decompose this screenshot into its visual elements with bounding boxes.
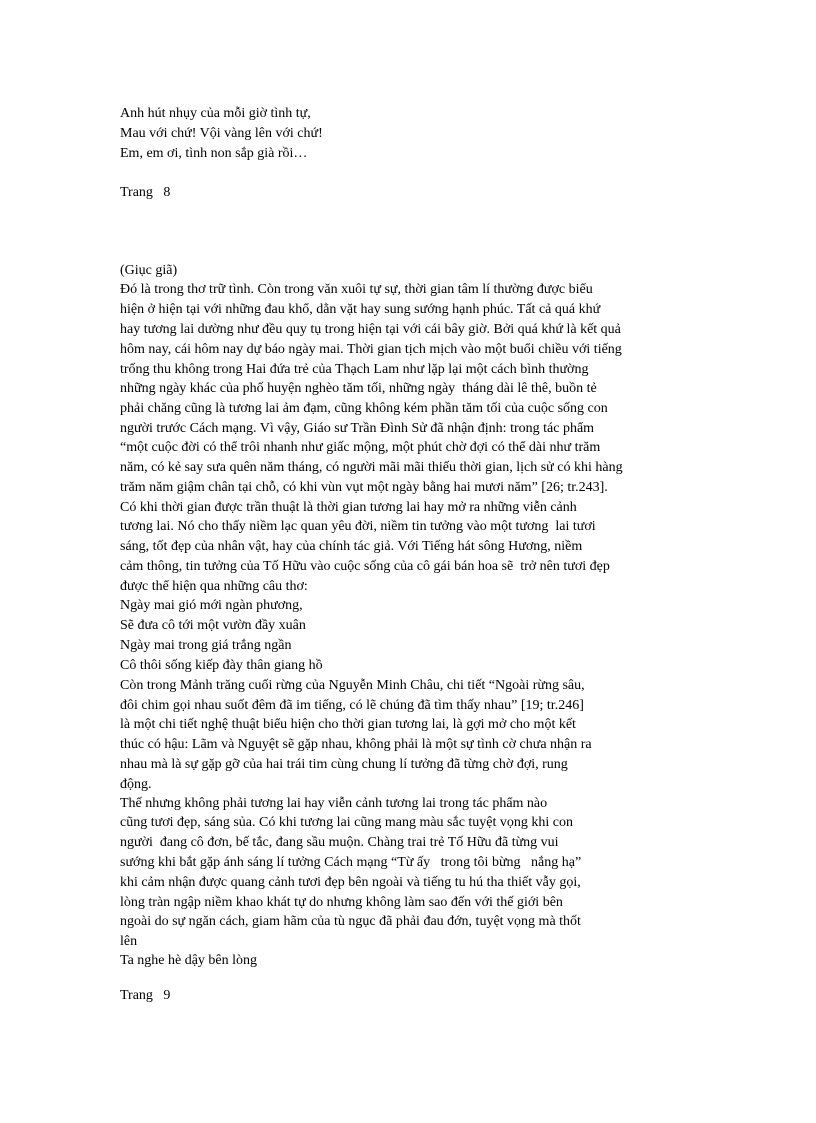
body-line: hiện ở hiện tại với những đau khổ, dằn vặt hay sung sướng hạnh phúc. Tất cả quá khứ [120,302,601,317]
body-line: ngoài do sự ngăn cách, giam hãm của tù ngục đã phải đau đớn, tuyệt vọng mà thốt [120,914,581,929]
body-line: người đang cô đơn, bế tắc, đang sầu muộn. Chàng trai trẻ Tố Hữu đã từng vui [120,835,559,850]
body-line: Ta nghe hè dậy bên lòng [120,953,258,968]
body-line: cảm thông, tin tưởng của Tố Hữu vào cuộc sống của cô gái bán hoa sẽ trở nên tươi đẹp [120,559,610,574]
poem-line: Mau với chứ! Vội vàng lên với chứ! [120,126,323,141]
body-line: hôm nay, cái hôm nay dự báo ngày mai. Thời gian tịch mịch vào một buổi chiều với tiếng [120,342,622,357]
body-line: Đó là trong thơ trữ tình. Còn trong văn xuôi tự sự, thời gian tâm lí thường được biểu [120,282,593,297]
body-line: đôi chim gọi nhau suốt đêm đã im tiếng, có lẽ chúng đã tìm thấy nhau” [19; tr.246] [120,698,584,713]
body-line: Sẽ đưa cô tới một vườn đầy xuân [120,618,306,633]
page-number: Trang 9 [120,988,171,1003]
page-number: Trang 8 [120,185,171,200]
body-line: phải chăng cũng là tương lai ảm đạm, cũng không kém phần tăm tối của cuộc sống con [120,401,608,416]
body-line: Còn trong Mảnh trăng cuối rừng của Nguyễn Minh Châu, chi tiết “Ngoài rừng sâu, [120,678,585,693]
body-line: Thế nhưng không phải tương lai hay viễn cảnh tương lai trong tác phẩm nào [120,796,548,811]
body-line: trống thu không trong Hai đứa trẻ của Thạch Lam như lặp lại một cách bình thường [120,362,589,377]
poem-line: Em, em ơi, tình non sắp già rồi… [120,146,308,161]
body-line: khi cảm nhận được quang cảnh tươi đẹp bên ngoài và tiếng tu hú tha thiết vẫy gọi, [120,875,581,890]
body-line: sướng khi bắt gặp ánh sáng lí tưởng Cách mạng “Từ ấy trong tôi bừng nắng hạ” [120,855,582,870]
body-line: người trước Cách mạng. Vì vậy, Giáo sư Trần Đình Sử đã nhận định: trong tác phẩm [120,421,595,436]
body-line: lên [120,934,138,949]
body-line: nhau mà là sự gặp gỡ của hai trái tim cùng chung lí tưởng đã từng chờ đợi, rung [120,757,568,772]
body-line: những ngày khác của phố huyện nghèo tăm tối, những ngày tháng dài lê thê, buồn tẻ [120,381,597,396]
body-line: Có khi thời gian được trần thuật là thời gian tương lai hay mở ra những viễn cảnh [120,500,577,515]
body-line: được thể hiện qua những câu thơ: [120,579,308,594]
body-line: thúc có hậu: Lãm và Nguyệt sẽ gặp nhau, không phải là một sự tình cờ chưa nhận ra [120,737,592,752]
body-line: (Giục giã) [120,263,178,278]
body-line: là một chi tiết nghệ thuật biểu hiện cho thời gian tương lai, là gợi mở cho một kết [120,717,576,732]
body-line: năm, có kẻ say sưa quên năm tháng, có người mãi mãi thiếu thời gian, lịch sử có khi hàng [120,460,623,475]
body-line: lòng tràn ngập niềm khao khát tự do nhưng không làm sao đến với thế giới bên [120,895,563,910]
body-line: Ngày mai trong giá trắng ngần [120,638,292,653]
body-line: động. [120,777,152,792]
body-line: sáng, tốt đẹp của nhân vật, hay của chính tác giả. Với Tiếng hát sông Hương, niềm [120,539,583,554]
poem-line: Anh hút nhụy của mỗi giờ tình tự, [120,106,311,121]
body-line: hay tương lai dường như đều quy tụ trong hiện tại với cái bây giờ. Bởi quá khứ là kết quả [120,322,621,337]
body-line: Ngày mai gió mới ngàn phương, [120,598,303,613]
body-line: Cô thôi sống kiếp đày thân giang hồ [120,658,323,673]
body-line: cũng tươi đẹp, sáng sủa. Có khi tương lai cũng mang màu sắc tuyệt vọng khi con [120,815,574,830]
body-line: tương lai. Nó cho thấy niềm lạc quan yêu đời, niềm tin tưởng vào một tương lai tươi [120,519,596,534]
body-line: “một cuộc đời có thể trôi nhanh như giấc mộng, một phút chờ đợi có thể dài như trăm [120,440,601,455]
body-line: trăm năm giậm chân tại chỗ, có khi vùn vụt một ngày bằng hai mươi năm” [26; tr.243]. [120,480,608,495]
